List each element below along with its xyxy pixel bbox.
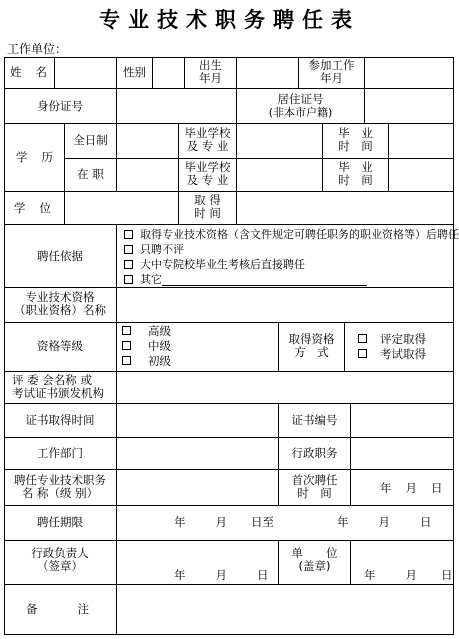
level-option-intermediate[interactable]: 中级 (122, 340, 171, 353)
form-table (4, 57, 459, 635)
checkbox[interactable] (124, 275, 133, 284)
cert-number-label: 证书编号 (291, 413, 338, 427)
committee-label: 评 委 会名称 或 考试证书颁发机构 (12, 373, 104, 400)
level-option-senior[interactable]: 高级 (122, 325, 171, 338)
appoint-period-label: 聘任期限 (37, 515, 83, 529)
checkbox[interactable] (122, 326, 131, 335)
checkbox[interactable] (122, 341, 131, 350)
work-department-label: 工作部门 (37, 446, 83, 460)
checkbox[interactable] (124, 260, 133, 269)
basis-option-2[interactable]: 只聘不评 (124, 243, 184, 256)
join-work-label: 参加工作 年月 (308, 58, 355, 85)
full-time-label: 全日制 (73, 133, 108, 147)
basis-option-3[interactable]: 大中专院校毕业生考核后直接聘任 (124, 258, 305, 271)
first-appoint-date: 年 月 日 (380, 481, 443, 495)
method-option-assessed[interactable]: 评定取得 (358, 333, 426, 346)
cert-time-label: 证书取得时间 (25, 413, 95, 427)
obtain-method-label: 取得资格 方 式 (288, 332, 335, 359)
checkbox[interactable] (122, 356, 131, 365)
period-end-date: 年 月 日 (337, 515, 432, 529)
work-unit-label: 工作单位： (7, 42, 68, 56)
id-number-label: 身份证号 (37, 99, 83, 113)
checkbox[interactable] (358, 334, 367, 343)
level-option-junior[interactable]: 初级 (122, 355, 171, 368)
checkbox[interactable] (358, 349, 367, 358)
degree-label: 学 位 (14, 201, 51, 215)
checkbox[interactable] (124, 245, 133, 254)
basis-option-4[interactable]: 其它 (124, 273, 367, 286)
form-title: 专业技术职务聘任表 (99, 8, 360, 32)
qualification-name-label: 专业技术资格 （职业资格）名称 (14, 290, 106, 317)
appointed-title-label: 聘任专业技术职务 名 称（级 别） (14, 473, 106, 500)
grad-time-label-2: 毕 业 时 间 (338, 160, 373, 187)
education-label: 学 历 (16, 150, 53, 164)
grad-school-label-2: 毕业学校 及 专 业 (184, 160, 231, 187)
method-option-exam[interactable]: 考试取得 (358, 348, 426, 361)
grad-time-label-1: 毕 业 时 间 (338, 126, 373, 153)
appointment-basis-label: 聘任依据 (37, 249, 83, 263)
unit-seal-label: 单 位 (盖章) (291, 546, 338, 573)
admin-head-label: 行政负责人 （签章） (31, 546, 89, 573)
qualification-level-label: 资格等级 (37, 339, 83, 353)
remarks-label: 备 注 (26, 602, 89, 616)
obtain-time-label: 取 得 时 间 (194, 193, 221, 220)
first-appoint-time-label: 首次聘任 时 间 (291, 473, 338, 500)
grad-school-label-1: 毕业学校 及 专 业 (184, 126, 231, 153)
gender-label: 性别 (123, 65, 146, 79)
birth-label: 出生 年月 (199, 58, 222, 85)
residence-permit-label: 居住证号 (非本市户籍) (268, 92, 333, 119)
admin-position-label: 行政职务 (291, 446, 338, 460)
admin-head-date: 年 月 日 (174, 568, 269, 582)
checkbox[interactable] (124, 230, 133, 239)
other-fill-line[interactable] (162, 274, 367, 286)
name-label: 姓 名 (10, 65, 47, 79)
unit-seal-date: 年 月 日 (364, 568, 453, 582)
basis-option-1[interactable]: 取得专业技术资格（含文件规定可聘任职务的职业资格等）后聘任 (124, 228, 459, 241)
period-start-date: 年 月 日至 (174, 515, 274, 529)
in-service-label: 在 职 (77, 167, 104, 181)
